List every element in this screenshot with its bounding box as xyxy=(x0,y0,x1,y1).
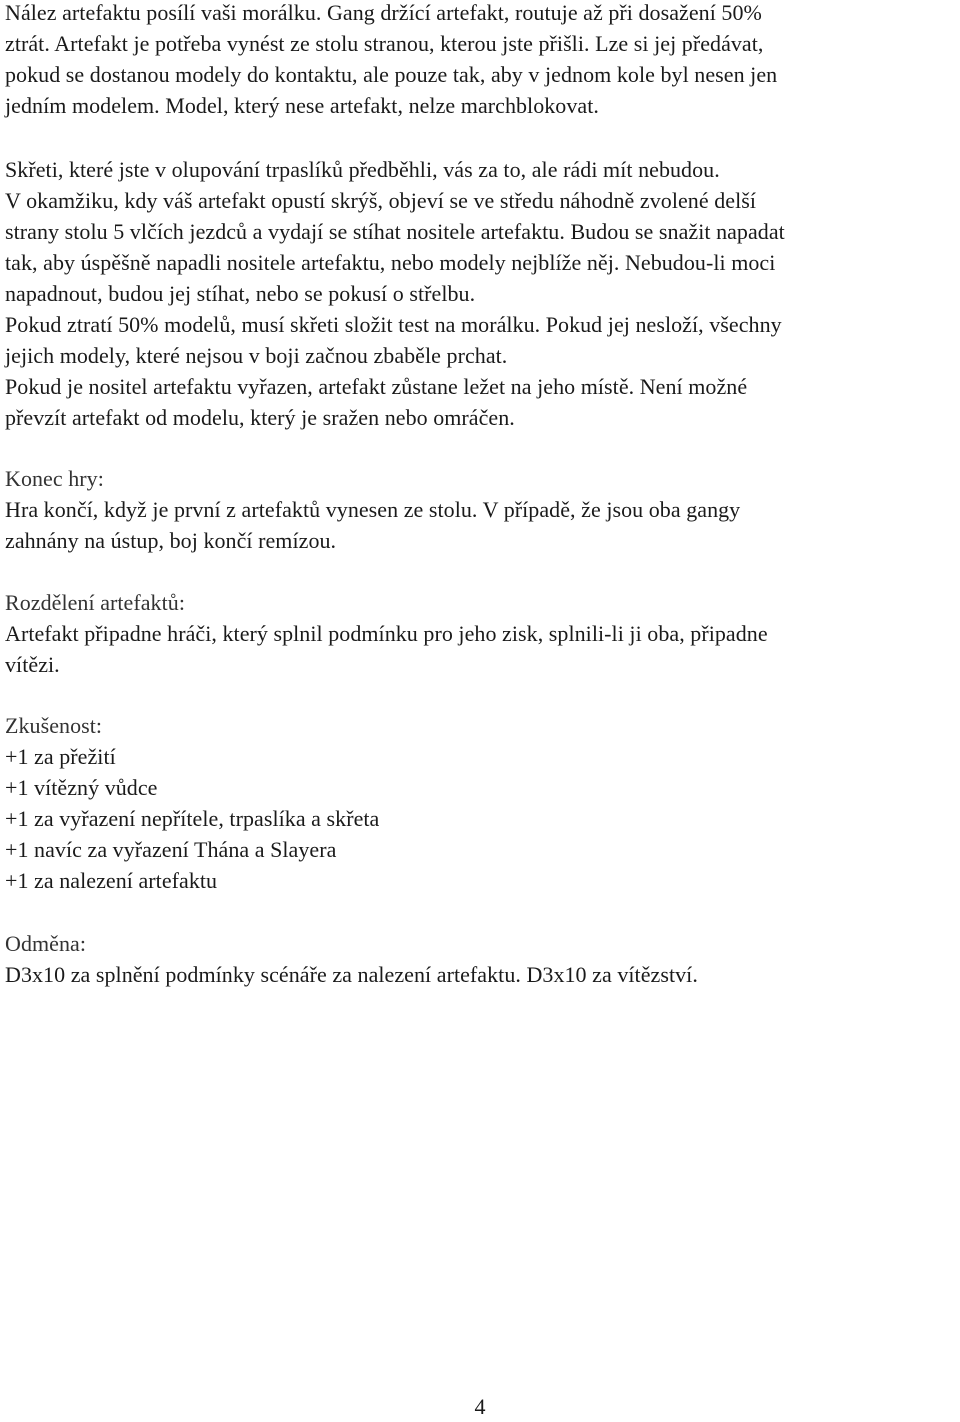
artifact-distribution-line: vítězi. xyxy=(5,652,60,677)
intro-line: pokud se dostanou modely do kontaktu, ale pouze tak, aby v jednom kole byl nesen jen xyxy=(5,62,778,87)
reward-section xyxy=(5,928,955,990)
artifact-distribution-line: Artefakt připadne hráči, který splnil podmínku pro jeho zisk, splnili-li ji oba, připadne xyxy=(5,621,768,646)
end-game-heading: Konec hry: xyxy=(5,466,104,491)
goblins-line: tak, aby úspěšně napadli nositele artefaktu, nebo modely nejblíže něj. Nebudou-li moci xyxy=(5,250,776,275)
goblins-line: strany stolu 5 vlčích jezdců a vydají se stíhat nositele artefaktu. Budou se snažit napadat xyxy=(5,219,785,244)
experience-heading: Zkušenost: xyxy=(5,713,103,738)
reward-heading: Odměna: xyxy=(5,931,86,956)
experience-section xyxy=(5,710,955,896)
end-game-section xyxy=(5,463,955,556)
experience-item: +1 za nalezení artefaktu xyxy=(5,868,218,893)
goblins-line: převzít artefakt od modelu, který je sražen nebo omráčen. xyxy=(5,405,515,430)
goblins-line: Pokud ztratí 50% modelů, musí skřeti složit test na morálku. Pokud jej nesloží, všechny xyxy=(5,312,782,337)
intro-line: jedním modelem. Model, který nese artefakt, nelze marchblokovat. xyxy=(5,93,599,118)
goblins-line: V okamžiku, kdy váš artefakt opustí skrýš, objeví se ve středu náhodně zvolené delší xyxy=(5,188,757,213)
intro-line: ztrát. Artefakt je potřeba vynést ze stolu stranou, kterou jste přišli. Lze si jej předávat, xyxy=(5,31,764,56)
end-game-line: zahnány na ústup, boj končí remízou. xyxy=(5,528,337,553)
intro-line: Nález artefaktu posílí vaši morálku. Gang držící artefakt, routuje až při dosažení 50% xyxy=(5,0,762,25)
experience-item: +1 navíc za vyřazení Thána a Slayera xyxy=(5,837,337,862)
page-number: 4 xyxy=(474,1394,486,1419)
artifact-distribution-section xyxy=(5,587,955,680)
goblins-paragraph xyxy=(5,154,955,433)
experience-item: +1 za vyřazení nepřítele, trpaslíka a skřeta xyxy=(5,806,380,831)
intro-paragraph xyxy=(5,0,955,121)
goblins-line: Skřeti, které jste v olupování trpaslíků předběhli, vás za to, ale rádi mít nebudou. xyxy=(5,157,720,182)
artifact-distribution-heading: Rozdělení artefaktů: xyxy=(5,590,185,615)
experience-item: +1 vítězný vůdce xyxy=(5,775,158,800)
experience-item: +1 za přežití xyxy=(5,744,116,769)
goblins-line: Pokud je nositel artefaktu vyřazen, artefakt zůstane ležet na jeho místě. Není možné xyxy=(5,374,748,399)
goblins-line: napadnout, budou jej stíhat, nebo se pokusí o střelbu. xyxy=(5,281,476,306)
end-game-line: Hra končí, když je první z artefaktů vynesen ze stolu. V případě, že jsou oba gangy xyxy=(5,497,741,522)
goblins-line: jejich modely, které nejsou v boji začnou zbaběle prchat. xyxy=(5,343,508,368)
reward-line: D3x10 za splnění podmínky scénáře za nalezení artefaktu. D3x10 za vítězství. xyxy=(5,962,698,987)
